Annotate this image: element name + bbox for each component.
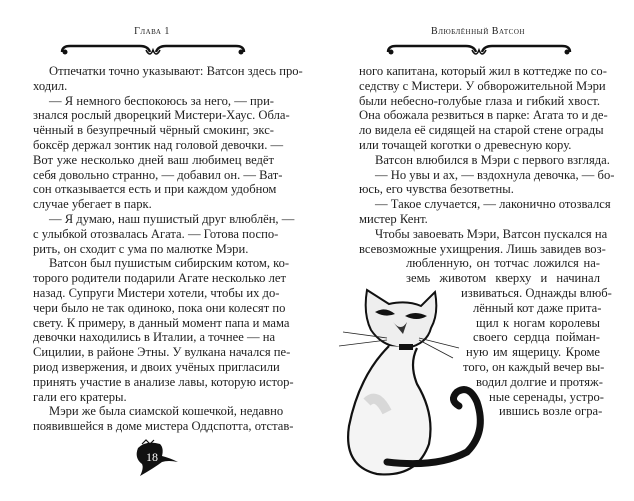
text-line: свету. К примеру, в данный момент папа и мама (33, 315, 290, 330)
text-line: ившись возле огра- (499, 404, 603, 419)
text-line: — Но увы и ах, — вздохнула девочка, — бо- (375, 167, 615, 182)
text-line: назад. Супруги Мистери хотели, чтобы их до- (33, 285, 280, 300)
text-line: случае убегает в парк. (33, 197, 152, 212)
text-line: или точащей коготки о древесную кору. (359, 137, 572, 152)
text-line: принять участие в анализе лавы, которую истор- (33, 374, 294, 389)
text-line: себя довольно странно, — добавил он. — Ват- (33, 167, 283, 182)
text-line: — Я думаю, наш пушистый друг влюблён, — (49, 211, 295, 226)
right-page (317, 0, 634, 501)
text-line: ходил. (33, 78, 68, 93)
text-line: боксёр держал зонтик над головой девочки. — (33, 137, 284, 152)
text-line: своего сердца пойман- (473, 330, 600, 345)
text-line: Чтобы завоевать Мэри, Ватсон пускался на (375, 226, 608, 241)
text-line: мистер Кент. (359, 211, 428, 226)
text-line: земь животом кверху и начинал (406, 271, 600, 286)
page-number: 18 (146, 450, 158, 464)
text-line: — Я немного беспокоюсь за него, — при- (49, 93, 274, 108)
text-line: ные серенады, устро- (489, 389, 604, 404)
text-line: любленную, он тотчас ложился на- (406, 256, 600, 271)
text-line: ного капитана, который жил в коттедже по со- (359, 64, 607, 78)
ornament-divider-icon (384, 40, 574, 58)
text-line: того, он каждый вечер вы- (463, 359, 605, 374)
page-number-badge (128, 438, 184, 478)
text-line: седству с Мистери. У обворожительной Мэри (359, 78, 606, 93)
text-line: ную им ящерицу. Кроме (466, 345, 600, 360)
text-line: рить, он сходит с ума по малютке Мэри. (33, 241, 249, 256)
text-line: риод извержения, и двоих учёных пригласили (33, 359, 280, 374)
siamese-cat-illustration (327, 282, 497, 482)
text-line: Отпечатки точно указывают: Ватсон здесь про- (49, 64, 303, 78)
text-line: юсь, его чувства безответны. (359, 182, 514, 197)
text-line: водил долгие и протяж- (476, 374, 603, 389)
text-line: Сицилии, в районе Этны. У вулкана начался пе- (33, 345, 291, 360)
text-line: девочки находились в Италии, а точнее — на (33, 330, 276, 345)
text-line: сон отказывается есть и при каждом удобном (33, 182, 277, 197)
text-line: знался рослый дворецкий Мистери-Хаус. Обла- (33, 108, 290, 123)
ornament-divider-icon (58, 40, 248, 58)
text-line: всевозможные ухищрения. Лишь завидев воз- (359, 241, 606, 256)
text-line: Вот уже несколько дней ваш любимец ведёт (33, 152, 274, 167)
text-line: с улыбкой отозвалась Агата. — Готова поспо- (33, 226, 279, 241)
text-line: Она обожала резвиться в парке: Агата то и де- (359, 108, 608, 123)
text-line: были небесно-голубые глаза и гибкий хвост. (359, 93, 600, 108)
text-line: щил к ногам королевы (476, 315, 600, 330)
text-line: извиваться. Однажды влюб- (461, 285, 612, 300)
text-line: — Такое случается, — лаконично отозвался (375, 197, 611, 212)
text-line: чери было не так одиноко, пока они колесят по (33, 300, 286, 315)
text-line: Мэри же была сиамской кошечкой, недавно (49, 404, 284, 419)
text-line: Ватсон был пушистым сибирским котом, ко- (49, 256, 290, 271)
left-text-column (33, 64, 303, 434)
text-line: торого родители подарили Агате несколько лет (33, 271, 286, 286)
text-line: лённый кот даже прита- (473, 300, 602, 315)
text-line: Ватсон влюбился в Мэри с первого взгляда. (375, 152, 610, 167)
text-line: гали его кратеры. (33, 389, 127, 404)
text-line: чённый в безупречный чёрный смокинг, экс- (33, 123, 274, 138)
text-line: ло видела её сидящей на старой стене ограды (359, 123, 604, 138)
running-head: Глава 1 (134, 26, 170, 37)
running-head: Влюблённый Ватсон (431, 26, 525, 37)
text-line: появившейся в доме мистера Оддспотта, отстав- (33, 419, 294, 434)
